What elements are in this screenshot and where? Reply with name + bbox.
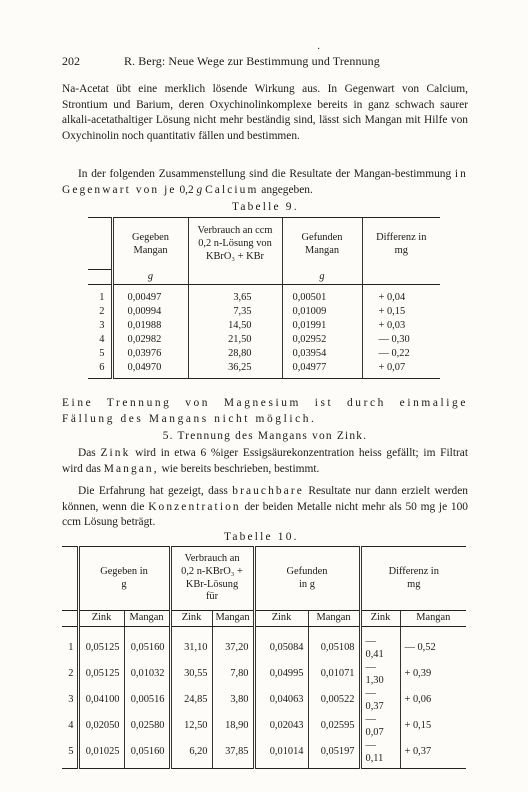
para2-text-b: angegeben. (261, 183, 313, 196)
t9-unit-1: g (112, 270, 188, 285)
t10-sub-3: Zink (170, 611, 212, 627)
table10-cell: 5 (68, 746, 74, 757)
t10-sub-1: Zink (78, 611, 124, 627)
page-number: 202 (62, 54, 80, 68)
table10-cell: + 0,15 (400, 713, 466, 739)
table9-cell: 7,35 (188, 305, 282, 319)
para2-unit: g (196, 183, 203, 196)
table10-cell: 0,02043 (254, 713, 308, 739)
para2-spaced-a: in Gegenwart von je (62, 168, 468, 196)
para4-a: Das (78, 447, 96, 459)
table9-cell: 3 (99, 319, 105, 331)
table10-cell: 0,04100 (78, 687, 124, 713)
table10-cell: 0,02050 (78, 713, 124, 739)
table10-cell: 30,55 (170, 661, 212, 687)
table10-cell: — 1,30 (360, 661, 400, 687)
t10-g-gefunden: Gefunden in g (254, 547, 360, 611)
table10-cell: 3,80 (212, 687, 254, 713)
table9-cell: 0,01988 (112, 319, 188, 333)
table10-caption: Tabelle 10. (224, 531, 299, 543)
table9-cell: 0,03954 (282, 347, 362, 361)
para5-a: Die Erfahrung hat gezeigt, dass (78, 485, 228, 497)
table10-cell: 12,50 (170, 713, 212, 739)
table10-cell: 0,01032 (124, 661, 170, 687)
table10-cell: 0,00522 (308, 687, 360, 713)
table10-cell: 7,80 (212, 661, 254, 687)
table10-cell: 0,05125 (78, 661, 124, 687)
table9-cell: + 0,07 (362, 361, 440, 375)
t10-sub-5: Zink (254, 611, 308, 627)
t9-h-differenz: Differenz in mg (362, 218, 440, 270)
table10-cell: 6,20 (170, 739, 212, 765)
table10-row (62, 713, 466, 739)
table9-row (88, 347, 440, 361)
table10-cell: + 0,39 (400, 661, 466, 687)
table10-cell: 0,02580 (124, 713, 170, 739)
table10-cell: + 0,37 (400, 739, 466, 765)
t10-sub-4: Mangan (212, 611, 254, 627)
table9-cell: 0,00994 (112, 305, 188, 319)
t10-sub-8: Mangan (400, 611, 466, 627)
table10-cell: — 0,07 (360, 713, 400, 739)
table9-cell: 0,02982 (112, 333, 188, 347)
para4-zink: Zink (100, 447, 131, 459)
table10-cell: 18,90 (212, 713, 254, 739)
table9-cell: 6 (99, 361, 105, 373)
t9-h-gegeben: Gegeben Mangan (112, 218, 188, 270)
table10-row (62, 661, 466, 687)
table9-cell: — 0,30 (362, 333, 440, 347)
para5-c: der beiden Metalle nicht mehr als 50 mg je 100 ccm Lösung beträgt. (62, 500, 468, 529)
table10-cell: 1 (68, 642, 74, 653)
table9-row (88, 333, 440, 347)
table9-row (88, 319, 440, 333)
table9-cell: 0,03976 (112, 347, 188, 361)
paragraph-2 (62, 167, 468, 198)
table-9 (88, 217, 440, 379)
table10-cell: 37,85 (212, 739, 254, 765)
table10-cell: 0,00516 (124, 687, 170, 713)
paragraph-1: Na-Acetat übt eine merklich lösende Wirkung aus. In Gegenwart von Calcium, Strontium und Barium, deren Oxychinolinkomplexe bereits in ganz schwach saurer alkali-acetathaltiger Lösung nicht mehr beständig sind, lässt sich Mangan mit Hilfe von Oxychinolin noch quantitativ fällen und bestimmen. (62, 83, 468, 142)
table9-cell: 0,04977 (282, 361, 362, 375)
table9-cell: 0,02952 (282, 333, 362, 347)
paragraph-5 (62, 484, 468, 531)
table9-cell: 0,00501 (282, 291, 362, 305)
running-title: R. Berg: Neue Wege zur Bestimmung und Trennung (124, 54, 380, 68)
para2-text-a: In der folgenden Zusammenstellung sind die Resultate der Mangan-bestimmung (78, 168, 452, 180)
table10-cell: 0,04995 (254, 661, 308, 687)
para4-c: wie bereits beschrieben, bestimmt. (161, 462, 320, 475)
table9-cell: 14,50 (188, 319, 282, 333)
table9-row (88, 305, 440, 319)
table9-cell: 21,50 (188, 333, 282, 347)
para2-amount: 0,2 (179, 183, 194, 196)
table10-cell: 0,01025 (78, 739, 124, 765)
table9-cell: 0,04970 (112, 361, 188, 375)
table9-cell: 5 (99, 347, 105, 359)
paragraph-4 (62, 446, 468, 477)
table9-cell: + 0,15 (362, 305, 440, 319)
para2-spaced-b: Calcium (205, 183, 259, 196)
table10-row (62, 739, 466, 765)
table10-cell: 37,20 (212, 635, 254, 661)
table10-cell: 3 (68, 694, 74, 705)
para4-mangan: Mangan, (103, 462, 159, 475)
t10-g-differenz: Differenz in mg (360, 547, 466, 611)
paragraph-3: Eine Trennung von Magnesium ist durch einmalige Fällung des Mangans nicht möglich. (62, 397, 468, 425)
t9-unit-4 (362, 270, 440, 285)
t10-sub-2: Mangan (124, 611, 170, 627)
t10-sub-6: Mangan (308, 611, 360, 627)
t9-unit-3: g (282, 270, 362, 285)
table10-cell: 0,05160 (124, 739, 170, 765)
table9-cell: 36,25 (188, 361, 282, 375)
table9-cell: 0,01009 (282, 305, 362, 319)
table9-caption: Tabelle 9. (232, 201, 299, 213)
table9-cell: 28,80 (188, 347, 282, 361)
table10-cell: 24,85 (170, 687, 212, 713)
table10-cell: 0,05125 (78, 635, 124, 661)
table10-cell: 0,01014 (254, 739, 308, 765)
table10-cell: — 0,41 (360, 635, 400, 661)
t10-sub-7: Zink (360, 611, 400, 627)
t9-unit-2 (188, 270, 282, 285)
table10-cell: + 0,06 (400, 687, 466, 713)
table9-cell: 0,00497 (112, 291, 188, 305)
table10-cell: — 0,11 (360, 739, 400, 765)
running-header (62, 54, 462, 69)
table9-cell: — 0,22 (362, 347, 440, 361)
table10-cell: 0,01071 (308, 661, 360, 687)
table9-cell: 1 (99, 291, 105, 303)
table9-row (88, 361, 440, 375)
print-speck: · (317, 44, 321, 55)
table10-cell: 0,05197 (308, 739, 360, 765)
table10-cell: 0,02595 (308, 713, 360, 739)
table9-cell: 0,01991 (282, 319, 362, 333)
table10-row (62, 635, 466, 661)
para5-b: Resultate nur dann erzielt werden können, wenn die (62, 485, 468, 513)
table10-row (62, 687, 466, 713)
table10-cell: — 0,52 (400, 635, 466, 661)
table10-cell: 31,10 (170, 635, 212, 661)
t9-h-gefunden: Gefunden Mangan (282, 218, 362, 270)
table10-cell: 0,05108 (308, 635, 360, 661)
t10-g-gegeben: Gegeben in g (78, 547, 170, 611)
table9-cell: 3,65 (188, 291, 282, 305)
table9-cell: + 0,04 (362, 291, 440, 305)
t10-g-verbrauch: Verbrauch an 0,2 n-KBrO₃ + KBr-Lösung für (170, 547, 254, 611)
table10-cell: 0,04063 (254, 687, 308, 713)
table9-cell: 4 (99, 333, 105, 345)
table10-cell: — 0,37 (360, 687, 400, 713)
table10-cell: 4 (68, 720, 74, 731)
section-heading: 5. Trennung des Mangans von Zink. (162, 430, 368, 442)
table-10 (62, 546, 466, 769)
para5-brauchbare: brauchbare (232, 485, 304, 497)
table9-row (88, 291, 440, 305)
para4-b: wird in etwa 6 %iger Essigsäurekonzentration heiss gefällt; im Filtrat wird das (62, 447, 468, 475)
para5-konzentration: Konzentration (148, 500, 241, 513)
table10-cell: 2 (68, 668, 74, 679)
table10-cell: 0,05084 (254, 635, 308, 661)
table9-cell: + 0,03 (362, 319, 440, 333)
table9-cell: 2 (99, 305, 105, 317)
table10-cell: 0,05160 (124, 635, 170, 661)
t9-h-verbrauch: Verbrauch an ccm 0,2 n-Lösung von KBrO₃ + KBr (188, 218, 282, 270)
